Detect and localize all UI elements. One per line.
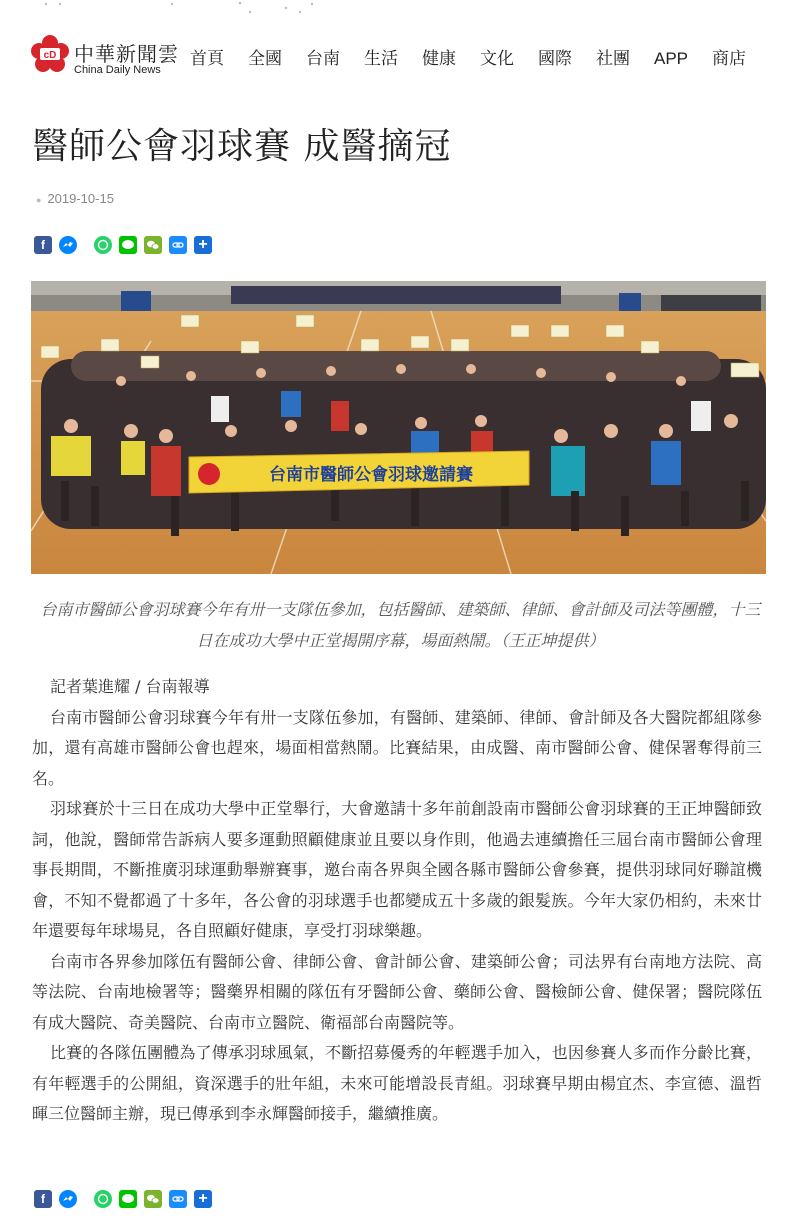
photo-banner xyxy=(189,451,529,493)
more-share-icon[interactable]: + xyxy=(194,1190,212,1208)
article-date xyxy=(36,191,114,206)
line-icon[interactable] xyxy=(119,236,137,254)
article-paragraph: 比賽的各隊伍團體為了傳承羽球風氣，不斷招募優秀的年輕選手加入，也因參賽人多而作分齡比賽，有年輕選手的公開組，資深選手的壯年組，未來可能增設長青組。羽球賽早期由楊宜杰、李宣德、溫哲暉三位醫師主辦，現已傳承到李永輝醫師接手，繼續推廣。 xyxy=(32,1043,762,1123)
nav-item-international[interactable]: 國際 xyxy=(538,49,572,69)
article-paragraph: 台南市醫師公會羽球賽今年有卅一支隊伍參加，有醫師、建築師、律師、會計師及各大醫院都組隊參加，還有高雄市醫師公會也趕來，場面相當熱鬧。比賽結果，由成醫、南市醫師公會、健保署奪得前三名。 xyxy=(32,707,762,788)
article-body xyxy=(32,672,762,1130)
nav-item-shop[interactable]: 商店 xyxy=(712,49,747,69)
article-paragraph: 台南市各界參加隊伍有醫師公會、律師公會、會計師公會、建築師公會；司法界有台南地方法院、高等法院、台南地檢署等；醫藥界相關的隊伍有牙醫師公會、藥師公會、醫檢師公會、健保署；醫院隊伍有成大醫院、奇美醫院、台南市立醫院、衛福部台南醫院等。 xyxy=(32,951,762,1032)
nav-item-culture[interactable]: 文化 xyxy=(480,49,514,69)
date-bullet-icon: ● xyxy=(36,194,42,205)
facebook-icon[interactable]: f xyxy=(34,1190,52,1208)
messenger-icon[interactable] xyxy=(59,1190,77,1208)
nav-item-home[interactable]: 首頁 xyxy=(190,49,224,69)
cdn-flower-logo-icon xyxy=(30,34,70,74)
site-logo-english: China Daily News xyxy=(74,64,161,76)
nav-item-health[interactable]: 健康 xyxy=(422,49,456,69)
photo-banner-text: 台南市醫師公會羽球邀請賽 xyxy=(269,465,473,485)
nav-item-tainan[interactable]: 台南 xyxy=(306,49,340,69)
svg-text:cD: cD xyxy=(43,50,57,61)
nav-item-national[interactable]: 全國 xyxy=(248,49,282,69)
top-decoration xyxy=(0,0,800,14)
nav-item-life[interactable]: 生活 xyxy=(364,49,398,69)
more-share-icon[interactable]: + xyxy=(194,236,212,254)
share-bar-top xyxy=(34,236,219,256)
site-header xyxy=(0,28,800,88)
share-bar-bottom xyxy=(34,1190,219,1210)
article-byline: 記者葉進耀 / 台南報導 xyxy=(50,677,210,696)
wechat-icon[interactable] xyxy=(144,1190,162,1208)
whatsapp-icon[interactable] xyxy=(94,236,112,254)
facebook-icon[interactable]: f xyxy=(34,236,52,254)
main-nav xyxy=(190,45,770,73)
article-title: 醫師公會羽球賽 成醫摘冠 xyxy=(32,126,452,167)
article-paragraph: 羽球賽於十三日在成功大學中正堂舉行，大會邀請十多年前創設南市醫師公會羽球賽的王正坤醫師致詞，他說，醫師常告訴病人要多運動照顧健康並且要以身作則，他過去連續擔任三屆台南市醫師公會理事長期間，不斷推廣羽球運動舉辦賽事，邀台南各界與全國各縣市醫師公會參賽，提供羽球同好聯誼機會，不知不覺都過了十多年，各公會的羽球選手也都變成五十多歲的銀髮族。今年大家仍相約，未來廿年還要每年球場見，各自照顧好健康，享受打羽球樂趣。 xyxy=(32,799,762,940)
copy-link-icon[interactable] xyxy=(169,1190,187,1208)
photo-caption: 台南市醫師公會羽球賽今年有卅一支隊伍參加，包括醫師、建築師、律師、會計師及司法等團體，十三日在成功大學中正堂揭開序幕，場面熱鬧。（王正坤提供） xyxy=(40,600,761,650)
nav-item-community[interactable]: 社團 xyxy=(596,49,630,69)
article-date-value: 2019-10-15 xyxy=(47,191,114,206)
copy-link-icon[interactable] xyxy=(169,236,187,254)
site-logo[interactable] xyxy=(30,34,180,80)
nav-item-app[interactable]: APP xyxy=(654,49,689,68)
whatsapp-icon[interactable] xyxy=(94,1190,112,1208)
article-photo xyxy=(31,281,766,574)
line-icon[interactable] xyxy=(119,1190,137,1208)
site-logo-name: 中華新聞雲 xyxy=(74,42,179,66)
messenger-icon[interactable] xyxy=(59,236,77,254)
wechat-icon[interactable] xyxy=(144,236,162,254)
